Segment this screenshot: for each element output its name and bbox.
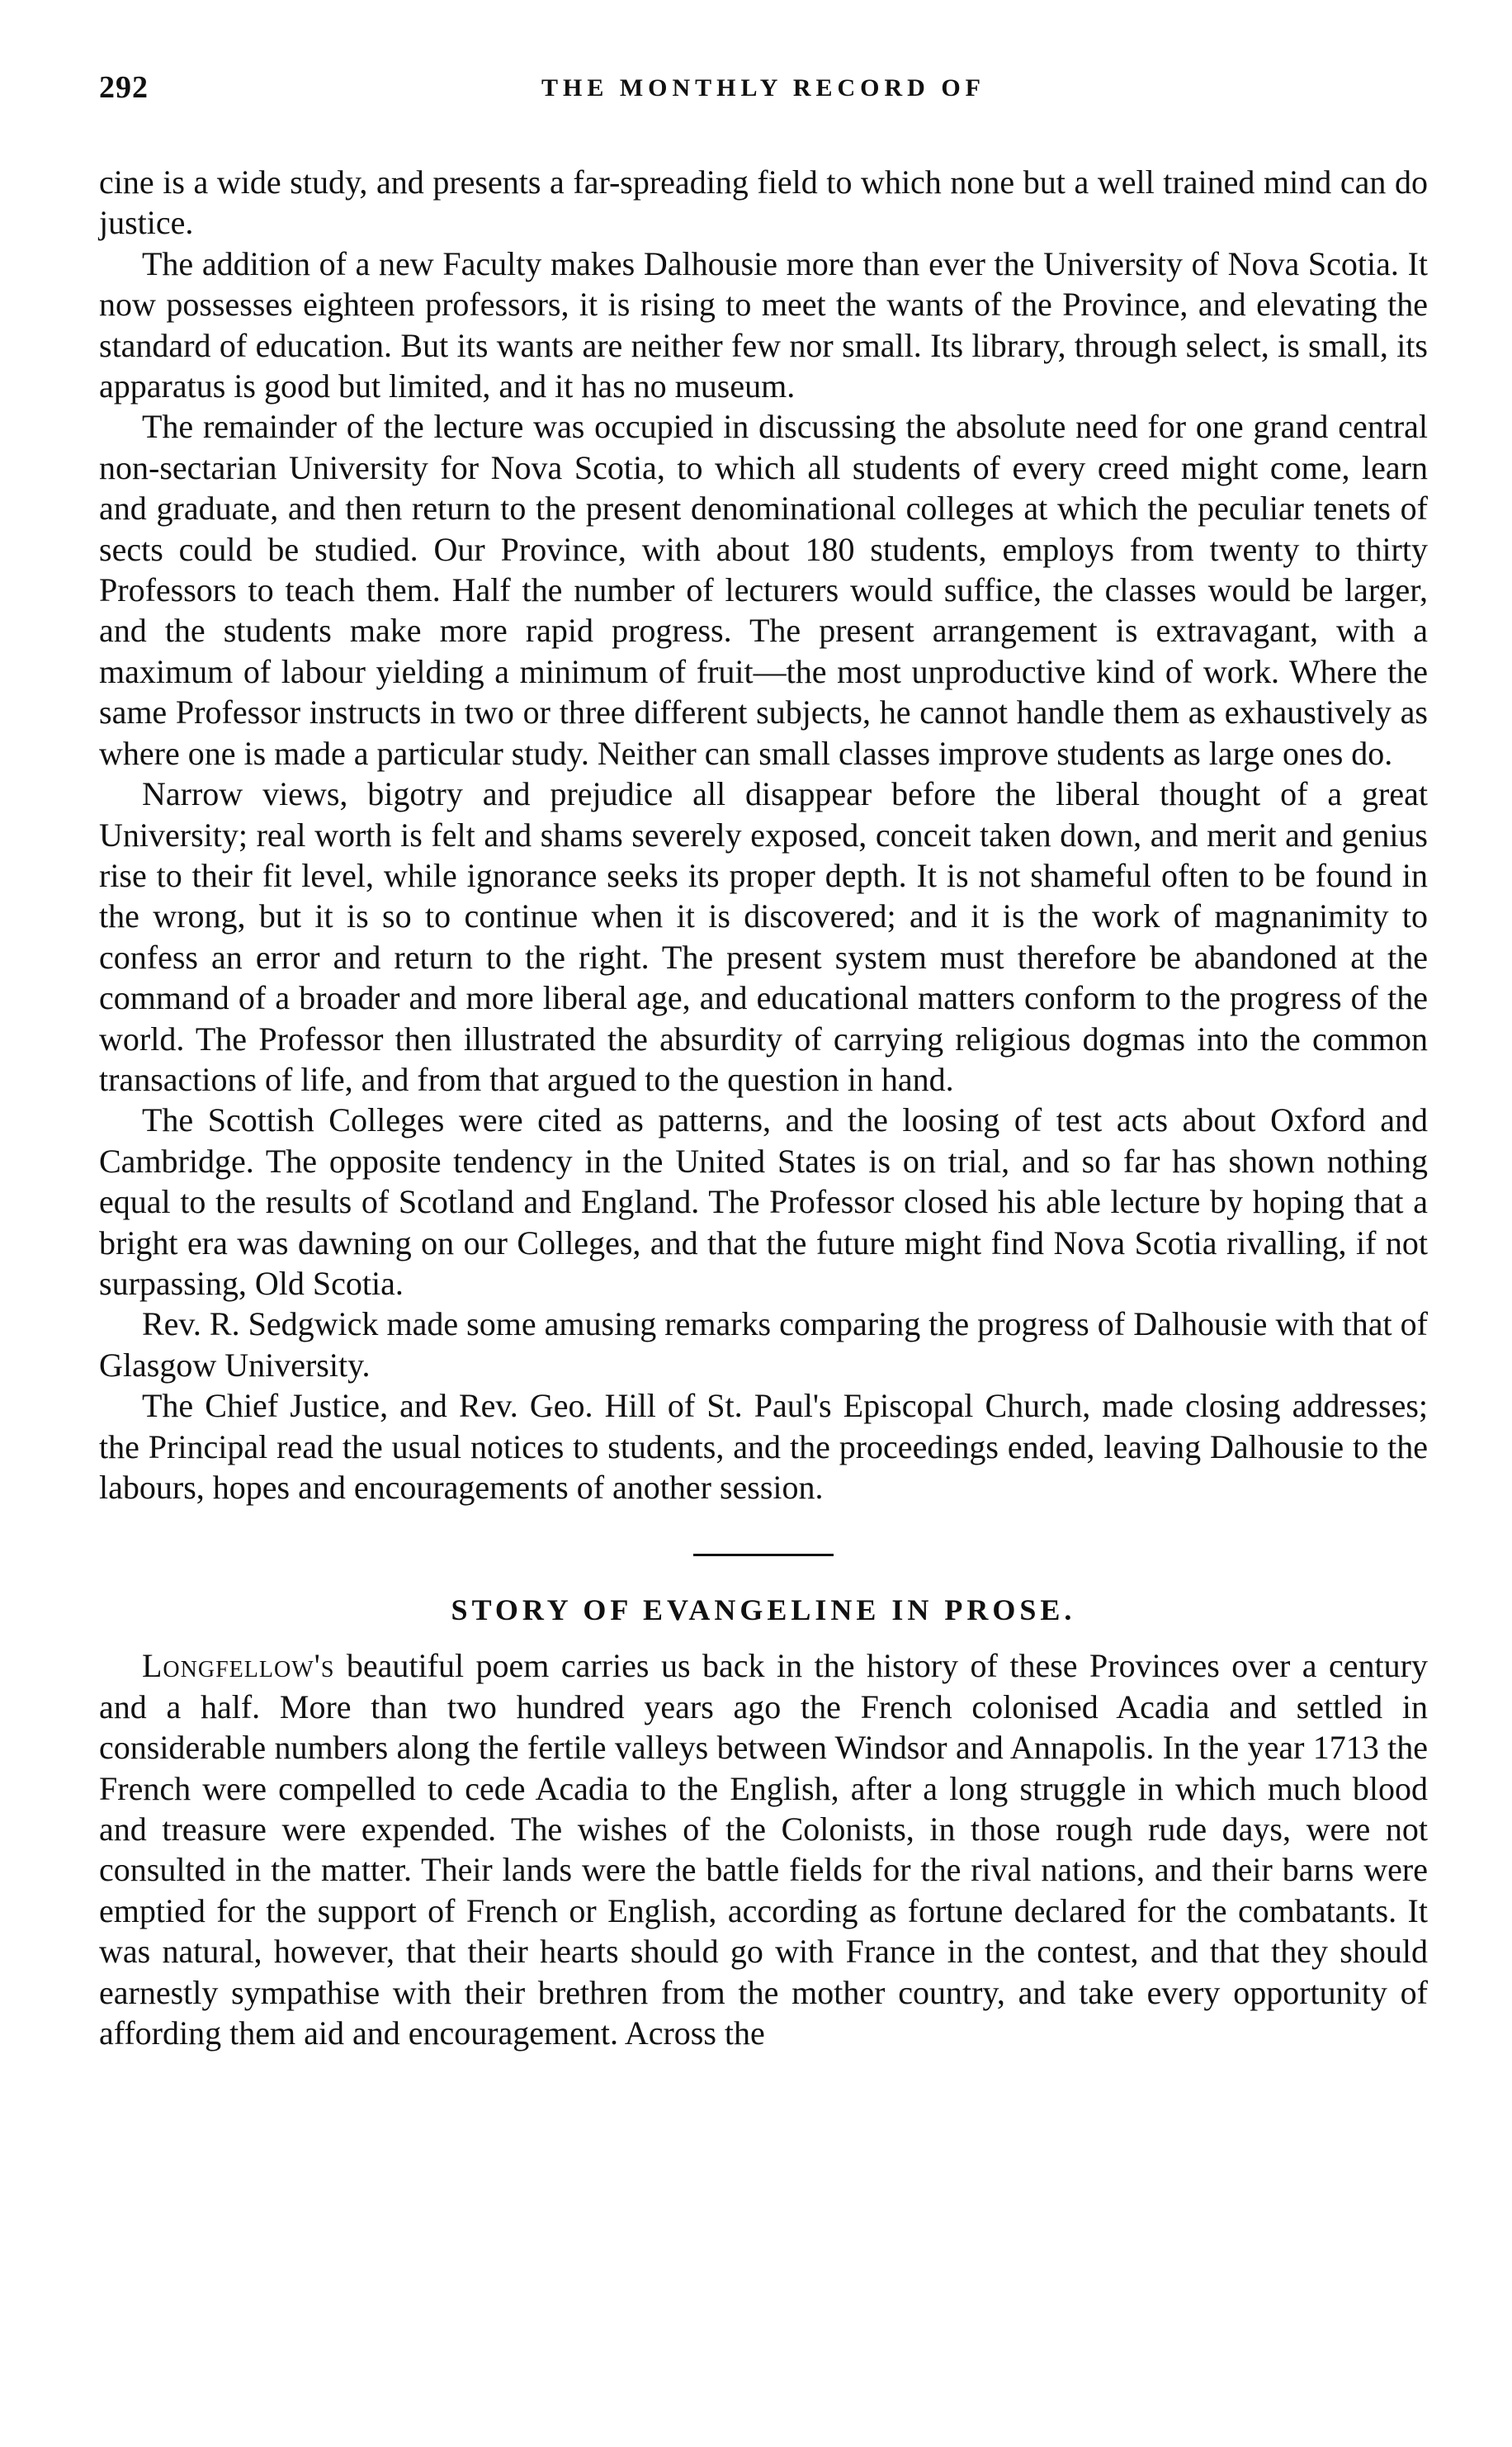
page [99, 64, 1428, 2053]
paragraph: The remainder of the lecture was occupied in discussing the absolute need for one grand central non-sectarian University for Nova Scotia, to which all students of every creed might come, learn and graduate, and then return to the present denominational colleges at which the peculiar tenets of sects could be studied. Our Province, with about 180 students, employs from twenty to thirty Professors to teach them. Half the number of lecturers would suffice, the classes would be larger, and the students make more rapid progress. The present arrangement is extravagant, with a maximum of labour yielding a minimum of fruit—the most unproductive kind of work. Where the same Professor instructs in two or three different subjects, he cannot handle them as exhaustively as where one is made a particular study. Neither can small classes improve students as large ones do. [99, 408, 1428, 772]
article-body [99, 162, 1428, 1507]
running-title: THE MONTHLY RECORD OF [541, 74, 985, 102]
section-title: STORY OF EVANGELINE IN PROSE. [451, 1593, 1076, 1627]
section-paragraph [99, 1645, 1428, 2053]
paragraph: The Chief Justice, and Rev. Geo. Hill of St. Paul's Episcopal Church, made closing addresses; the Principal read the usual notices to students, and the proceedings ended, leaving Dalhousie to the labours, hopes and encouragements of another session. [99, 1387, 1428, 1506]
section-paragraph-text: beautiful poem carries us back in the history of these Provinces over a century and a half. More than two hundred years ago the French colonised Acadia and settled in considerable numbers along the fertile valleys between Windsor and Annapolis. In the year 1713 the French were compelled to cede Acadia to the English, after a long struggle in which much blood and treasure were expended. The wishes of the Colonists, in those rough rude days, were not consulted in the matter. Their lands were the battle fields for the rival nations, and their barns were emptied for the support of French or English, according as fortune declared for the combatants. It was natural, however, that their hearts should go with France in the contest, and that they should earnestly sympathise with their brethren from the mother country, and take every opportunity of affording them aid and encouragement. Across the [99, 1647, 1428, 2052]
page-number: 292 [99, 70, 149, 105]
running-head [99, 64, 1428, 122]
paragraph: The addition of a new Faculty makes Dalhousie more than ever the University of Nova Scotia. It now possesses eighteen professors, it is rising to meet the wants of the Province, and elevating the standard of education. But its wants are neither few nor small. Its library, through select, is small, its apparatus is good but limited, and it has no museum. [99, 244, 1428, 405]
paragraph-continuation: cine is a wide study, and presents a far-spreading field to which none but a well trained mind can do justice. [99, 163, 1428, 242]
paragraph: Narrow views, bigotry and prejudice all disappear before the liberal thought of a great University; real worth is felt and shams severely exposed, conceit taken down, and merit and genius rise to their fit level, while ignorance seeks its proper depth. It is not shameful often to be found in the wrong, but it is so to continue when it is discovered; and it is the work of magnanimity to confess an error and return to the right. The present system must therefore be abandoned at the command of a broader and more liberal age, and educational matters conform to the progress of the world. The Professor then illustrated the absurdity of carrying religious dogmas into the common transactions of life, and from that argued to the question in hand. [99, 775, 1428, 1098]
lead-word: Longfellow's [142, 1647, 335, 1685]
section-body [99, 1645, 1428, 2053]
paragraph: Rev. R. Sedgwick made some amusing remarks comparing the progress of Dalhousie with that of Glasgow University. [99, 1305, 1428, 1384]
section-divider [693, 1554, 834, 1556]
paragraph: The Scottish Colleges were cited as patterns, and the loosing of test acts about Oxford and Cambridge. The opposite tendency in the United States is on trial, and so far has shown nothing equal to the results of Scotland and England. The Professor closed his able lecture by hoping that a bright era was dawning on our Colleges, and that the future might find Nova Scotia rivalling, if not surpassing, Old Scotia. [99, 1101, 1428, 1302]
